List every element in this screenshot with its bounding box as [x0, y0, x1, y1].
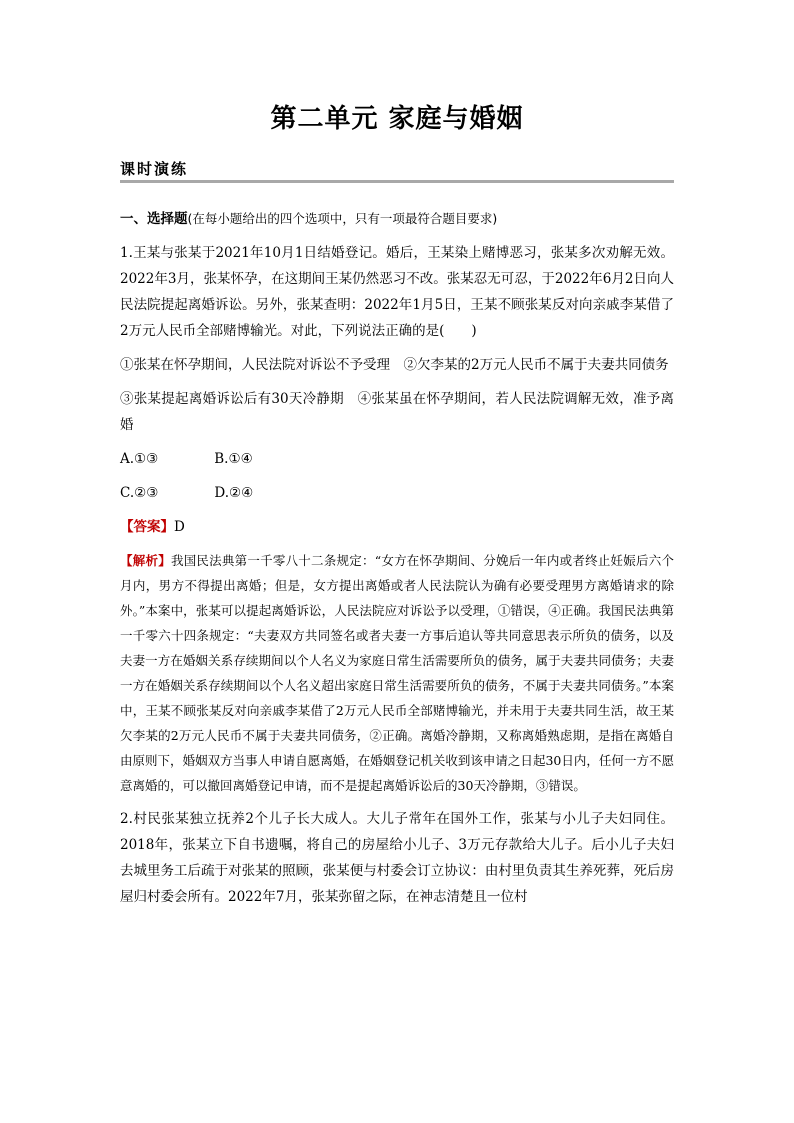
question-1-analysis	[120, 548, 674, 798]
section-divider	[120, 180, 674, 183]
question-1-answer	[120, 514, 674, 540]
question-2-stem: 2.村民张某独立抚养2个儿子长大成人。大儿子常年在国外工作，张某与小儿子夫妇同住。2018年，张某立下自书遗嘱，将自己的房屋给小儿子、3万元存款给大儿子。后小儿子夫妇去城里务工后疏于对张某的照顾，张某便与村委会订立协议：由村里负责其生养死葬，死后房屋归村委会所有。2022年7月，张某弥留之际，在神志清楚且一位村	[120, 811, 674, 905]
section-label: 课时演练	[120, 160, 189, 178]
question-1-options-row-1	[120, 446, 674, 472]
option-a: A.①③	[120, 451, 159, 467]
part-heading-note: (在每小题给出的四个选项中，只有一项最符合题目要求)	[187, 211, 498, 226]
question-1-stem: 1.王某与张某于2021年10月1日结婚登记。婚后，王某染上赌博恶习，张某多次劝解无效。2022年3月，张某怀孕，在这期间王某仍然恶习不改。张某忍无可忍，于2022年6月2日向人民法院提起离婚诉讼。另外，张某查明：2022年1月5日，王某不顾张某反对向亲戚李某借了2万元人民币全部赌博输光。对此，下列说法正确的是( )	[120, 245, 674, 339]
analysis-text: 我国民法典第一千零八十二条规定：“女方在怀孕期间、分娩后一年内或者终止妊娠后六个月内，男方不得提出离婚；但是，女方提出离婚或者人民法院认为确有必要受理男方离婚请求的除外。”本案中，张某可以提起离婚诉讼，人民法院应对诉讼予以受理，①错误，④正确。我国民法典第一千零六十四条规定：“夫妻双方共同签名或者夫妻一方事后追认等共同意思表示所负的债务，以及夫妻一方在婚姻关系存续期间以个人名义为家庭日常生活需要所负的债务，属于夫妻共同债务；夫妻一方在婚姻关系存续期间以个人名义超出家庭日常生活需要所负的债务，不属于夫妻共同债务。”本案中，王某不顾张某反对向亲戚李某借了2万元人民币全部赌博输光，并未用于夫妻共同生活，故王某欠李某的2万元人民币不属于夫妻共同债务，②正确。离婚冷静期，又称离婚熟虑期，是指在离婚自由原则下，婚姻双方当事人申请自愿离婚，在婚姻登记机关收到该申请之日起30日内，任何一方不愿意离婚的，可以撤回离婚登记申请，而不是提起离婚诉讼后的30天冷静期，③错误。	[120, 553, 674, 793]
answer-label: 【答案】	[120, 519, 174, 535]
page-title: 第二单元 家庭与婚姻	[270, 104, 524, 134]
question-1-statements-a: ①张某在怀孕期间，人民法院对诉讼不予受理 ②欠李某的2万元人民币不属于夫妻共同债务	[120, 357, 669, 373]
part-heading-text: 一、选择题	[120, 211, 188, 227]
analysis-label: 【解析】	[120, 553, 171, 568]
question-1-options-row-2	[120, 480, 674, 506]
option-c: C.②③	[120, 485, 159, 501]
question-1-statements-b: ③张某提起离婚诉讼后有30天冷静期 ④张某虽在怀孕期间，若人民法院调解无效，准予离婚	[120, 391, 674, 433]
answer-value: D	[174, 519, 185, 535]
content-body	[120, 206, 674, 918]
option-b: B.①④	[214, 451, 253, 467]
option-d: D.②④	[214, 485, 254, 501]
part-heading	[120, 206, 674, 232]
